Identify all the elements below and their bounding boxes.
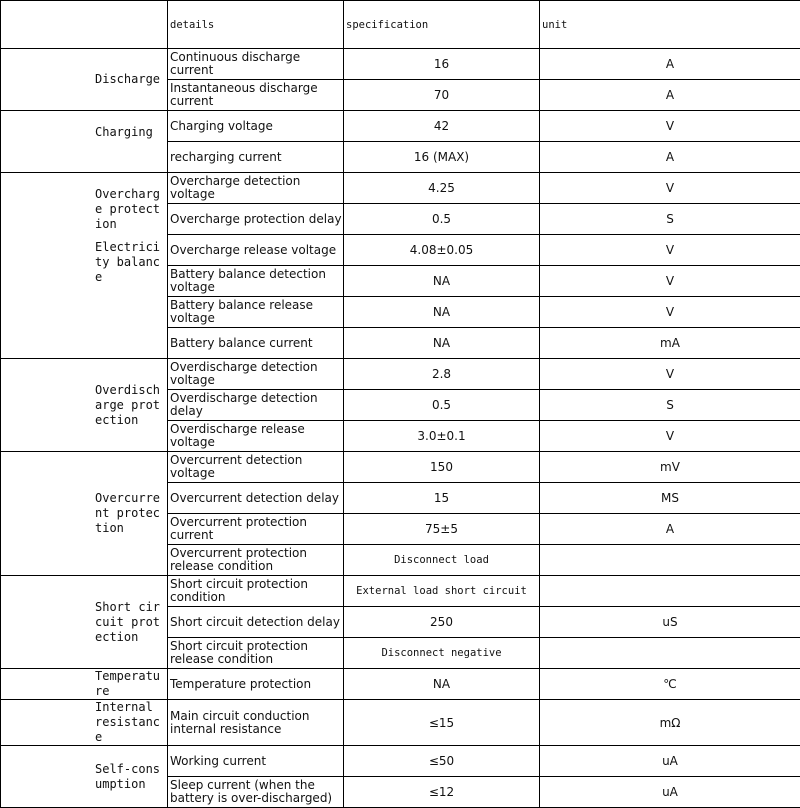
details-cell: Overcurrent protection release condition bbox=[168, 545, 344, 576]
unit-cell: S bbox=[540, 390, 800, 421]
category-electricity-balance: Electricity balance bbox=[95, 240, 160, 284]
unit-cell: A bbox=[540, 142, 800, 173]
header-details-cell: details bbox=[168, 1, 344, 49]
table-row bbox=[1, 173, 800, 204]
details-cell: Battery balance current bbox=[168, 328, 344, 359]
category-overcurrent-protection: Overcurrent protection bbox=[1, 452, 168, 576]
category-internal-resistance: Internal resistance bbox=[1, 700, 168, 746]
unit-cell: S bbox=[540, 204, 800, 235]
details-cell: Battery balance detection voltage bbox=[168, 266, 344, 297]
details-cell: Continuous discharge current bbox=[168, 49, 344, 80]
unit-cell: V bbox=[540, 173, 800, 204]
details-cell: Overcurrent detection delay bbox=[168, 483, 344, 514]
spec-cell: 75±5 bbox=[344, 514, 540, 545]
table-row bbox=[1, 359, 800, 390]
unit-cell: uS bbox=[540, 607, 800, 638]
unit-cell bbox=[540, 576, 800, 607]
unit-cell bbox=[540, 545, 800, 576]
details-cell: Overcharge detection voltage bbox=[168, 173, 344, 204]
spec-cell: 16 (MAX) bbox=[344, 142, 540, 173]
unit-cell: V bbox=[540, 359, 800, 390]
details-cell: Sleep current (when the battery is over-discharged) bbox=[168, 777, 344, 808]
unit-cell: uA bbox=[540, 777, 800, 808]
category-self-consumption: Self-consumption bbox=[1, 746, 168, 808]
spec-cell: ≤15 bbox=[344, 700, 540, 746]
unit-cell: V bbox=[540, 421, 800, 452]
details-cell: Working current bbox=[168, 746, 344, 777]
table-row bbox=[1, 452, 800, 483]
details-cell: Short circuit protection condition bbox=[168, 576, 344, 607]
spec-cell: Disconnect negative bbox=[344, 638, 540, 669]
category-temperature: Temperature bbox=[1, 669, 168, 700]
unit-cell: uA bbox=[540, 746, 800, 777]
unit-cell: V bbox=[540, 111, 800, 142]
unit-cell: A bbox=[540, 514, 800, 545]
details-cell: Overcharge release voltage bbox=[168, 235, 344, 266]
spec-cell: NA bbox=[344, 266, 540, 297]
spec-cell: 3.0±0.1 bbox=[344, 421, 540, 452]
details-cell: Short circuit protection release condition bbox=[168, 638, 344, 669]
table-row bbox=[1, 700, 800, 746]
details-cell: Overcurrent protection current bbox=[168, 514, 344, 545]
spec-cell: ≤50 bbox=[344, 746, 540, 777]
spec-cell: 70 bbox=[344, 80, 540, 111]
spec-cell: 2.8 bbox=[344, 359, 540, 390]
unit-cell: MS bbox=[540, 483, 800, 514]
header-category-cell bbox=[1, 1, 168, 49]
table-row bbox=[1, 669, 800, 700]
category-short-circuit-protection: Short circuit protection bbox=[1, 576, 168, 669]
spec-cell: ≤12 bbox=[344, 777, 540, 808]
unit-cell: mA bbox=[540, 328, 800, 359]
unit-cell: A bbox=[540, 80, 800, 111]
unit-cell: V bbox=[540, 235, 800, 266]
table-row bbox=[1, 746, 800, 777]
unit-cell: mV bbox=[540, 452, 800, 483]
spec-cell: 0.5 bbox=[344, 204, 540, 235]
spec-cell: 16 bbox=[344, 49, 540, 80]
spec-cell: NA bbox=[344, 297, 540, 328]
spec-cell: 42 bbox=[344, 111, 540, 142]
unit-cell: V bbox=[540, 297, 800, 328]
category-overcharge-balance bbox=[1, 173, 168, 359]
unit-cell bbox=[540, 638, 800, 669]
table-row bbox=[1, 111, 800, 142]
details-cell: Overdischarge release voltage bbox=[168, 421, 344, 452]
details-cell: recharging current bbox=[168, 142, 344, 173]
table-row bbox=[1, 576, 800, 607]
header-specification-cell: specification bbox=[344, 1, 540, 49]
spec-cell: 0.5 bbox=[344, 390, 540, 421]
details-cell: Short circuit detection delay bbox=[168, 607, 344, 638]
category-charging: Charging bbox=[1, 111, 168, 173]
unit-cell: ℃ bbox=[540, 669, 800, 700]
details-cell: Overcurrent detection voltage bbox=[168, 452, 344, 483]
details-cell: Charging voltage bbox=[168, 111, 344, 142]
details-cell: Overdischarge detection delay bbox=[168, 390, 344, 421]
spec-cell: 4.08±0.05 bbox=[344, 235, 540, 266]
unit-cell: mΩ bbox=[540, 700, 800, 746]
spec-cell: 4.25 bbox=[344, 173, 540, 204]
spec-cell: 250 bbox=[344, 607, 540, 638]
spec-cell: 150 bbox=[344, 452, 540, 483]
spec-cell: NA bbox=[344, 669, 540, 700]
details-cell: Overcharge protection delay bbox=[168, 204, 344, 235]
unit-cell: V bbox=[540, 266, 800, 297]
category-overdischarge-protection: Overdischarge protection bbox=[1, 359, 168, 452]
details-cell: Battery balance release voltage bbox=[168, 297, 344, 328]
table-row bbox=[1, 49, 800, 80]
spec-cell: Disconnect load bbox=[344, 545, 540, 576]
details-cell: Temperature protection bbox=[168, 669, 344, 700]
spec-cell: External load short circuit bbox=[344, 576, 540, 607]
details-cell: Instantaneous discharge current bbox=[168, 80, 344, 111]
unit-cell: A bbox=[540, 49, 800, 80]
header-unit-cell: unit bbox=[540, 1, 800, 49]
category-discharge: Discharge bbox=[1, 49, 168, 111]
details-cell: Main circuit conduction internal resistance bbox=[168, 700, 344, 746]
header-row bbox=[1, 1, 800, 49]
details-cell: Overdischarge detection voltage bbox=[168, 359, 344, 390]
spec-cell: 15 bbox=[344, 483, 540, 514]
category-overcharge-protection: Overcharge protection bbox=[95, 187, 160, 231]
spec-cell: NA bbox=[344, 328, 540, 359]
